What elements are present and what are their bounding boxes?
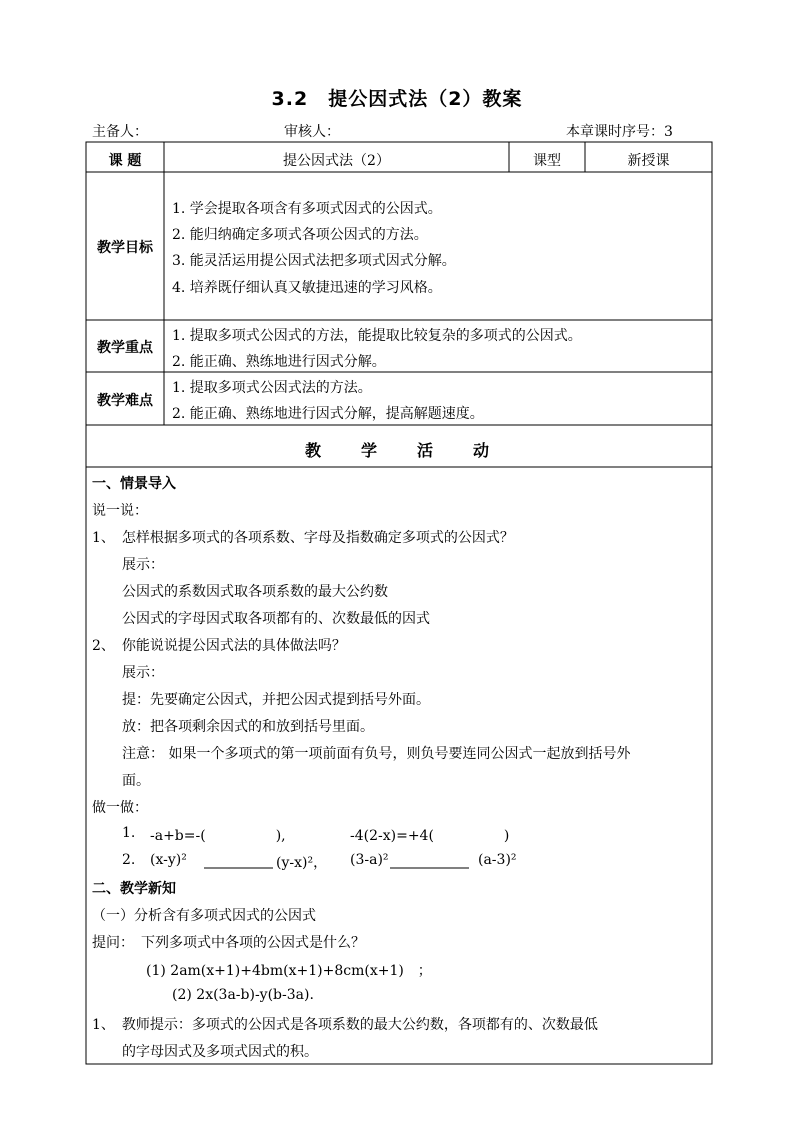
do-label: 做一做：: [92, 800, 148, 816]
question-text: 提问： 下列多项式中各项的公因式是什么？: [92, 935, 365, 951]
reviewer-label: 审核人：: [284, 124, 340, 140]
exercise-number: 2.: [122, 852, 136, 868]
preparer-label: 主备人：: [92, 124, 148, 140]
topic-value: 提公因式法（2）: [283, 153, 390, 169]
section-heading: 一、情景导入: [92, 476, 176, 492]
section-heading: 二、教学新知: [92, 881, 176, 897]
note-text: 面。: [122, 773, 150, 789]
exercise-item: -a+b=-( ),: [150, 828, 286, 844]
step-fang: 放：把各项剩余因式的和放到括号里面。: [122, 719, 374, 735]
exercise-item: (x-y)²: [150, 852, 187, 868]
problem-1: (1) 2am(x+1)+4bm(x+1)+8cm(x+1) ；: [146, 963, 432, 979]
goal-item: 3. 能灵活运用提公因式法把多项式因式分解。: [172, 253, 456, 269]
exercise-item: (a-3)²: [478, 852, 517, 868]
hint-text: 1、 教师提示：多项式的公因式是各项系数的最大公约数，各项都有的、次数最低: [92, 1017, 598, 1033]
exercise-item: (3-a)²: [350, 852, 389, 868]
show-label: 展示：: [122, 665, 164, 681]
hint-text: 的字母因式及多项式因式的积。: [122, 1044, 318, 1060]
goal-item: 4. 培养既仔细认真又敏捷迅速的学习风格。: [172, 280, 442, 296]
key-point-item: 1. 提取多项式公因式的方法，能提取比较复杂的多项式的公因式。: [172, 328, 582, 344]
show-text: 公因式的字母因式取各项都有的、次数最低的因式: [122, 611, 430, 627]
key-point-item: 2. 能正确、熟练地进行因式分解。: [172, 354, 386, 370]
goals-label: 教学目标: [97, 240, 153, 256]
topic-label: 课 题: [108, 153, 142, 169]
key-points-label: 教学重点: [97, 340, 153, 356]
difficulties-label: 教学难点: [97, 393, 153, 409]
goal-item: 1. 学会提取各项含有多项式因式的公因式。: [172, 201, 442, 217]
exercise-item: -4(2-x)=+4( ): [350, 828, 510, 844]
show-text: 公因式的系数因式取各项系数的最大公约数: [122, 584, 388, 600]
type-label: 课型: [533, 153, 561, 169]
subsection-heading: （一）分析含有多项式因式的公因式: [92, 908, 316, 924]
type-value: 新授课: [627, 153, 670, 169]
step-ti: 提：先要确定公因式，并把公因式提到括号外面。: [122, 692, 430, 708]
question-2: 2、 你能说说提公因式法的具体做法吗？: [92, 638, 346, 654]
difficulty-item: 1. 提取多项式公因式法的方法。: [172, 380, 372, 396]
goal-item: 2. 能归纳确定多项式各项公因式的方法。: [172, 227, 428, 243]
show-label: 展示：: [122, 557, 164, 573]
lesson-number: 本章课时序号：3: [566, 124, 673, 140]
exercise-number: 1.: [122, 825, 136, 841]
note-text: 注意： 如果一个多项式的第一项前面有负号，则负号要连同公因式一起放到括号外: [122, 746, 631, 762]
problem-2: (2) 2x(3a-b)-y(b-3a).: [172, 987, 314, 1003]
say-label: 说一说：: [92, 503, 148, 519]
page-title: 3.2 提公因式法（2）教案: [271, 88, 523, 110]
question-1: 1、 怎样根据多项式的各项系数、字母及指数确定多项式的公因式？: [92, 530, 514, 546]
exercise-item: (y-x)²，: [276, 855, 328, 871]
activity-title: 教学活动: [304, 441, 529, 460]
difficulty-item: 2. 能正确、熟练地进行因式分解，提高解题速度。: [172, 406, 484, 422]
